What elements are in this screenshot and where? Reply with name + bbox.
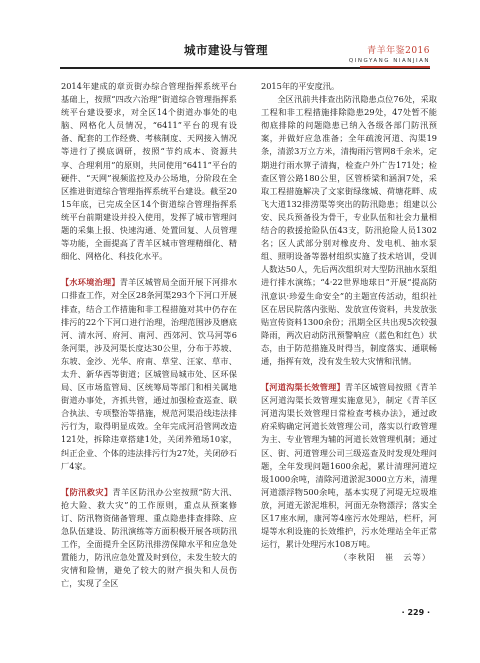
author-signature: （李秋阳 崔 云等） <box>339 552 431 563</box>
entry-text-flood-control: 青羊区防汛办公室按照“防大汛、抢大险、救大灾”的工作原则，重点从预案修订、防汛物资储备管理、重点隐患排查排除、应急队伍建设、防汛演练等方面积极开展各项防汛工作，全面提升全区防汛排涝保障水平和应急处置能力，防汛应急处置及时到位，未发生较大的灾情和险情，避免了较大的财产损失和人员伤亡，实现了全区 <box>61 486 237 589</box>
entry-tag-flood-control: 【防汛救灾】 <box>61 486 113 497</box>
entry-tag-river-management: 【河道沟渠长效管理】 <box>261 382 345 393</box>
paragraph-water-environment <box>61 276 237 472</box>
page-number: · 229 · <box>401 608 430 617</box>
yearbook-pinyin: QINGYANG NIANJIAN <box>348 58 430 64</box>
paragraph-flood-control <box>61 486 237 591</box>
header-accent-rule <box>360 66 430 68</box>
left-column <box>61 80 237 590</box>
entry-tag-water-environment: 【水环境治理】 <box>61 277 120 288</box>
paragraph-flood-hazards: 全区汛前共排查出防汛隐患点位76处，采取工程和非工程措施排除隐患29处，47处暂不能彻底排除的问题隐患已纳入各级各部门防汛预案，并做好应急准备；全年疏浚河道、沟渠19条，清淤3万立方米，清掏雨污管网8千余米，定期进行雨水箅子清掏，检查户外广告171处；检查区管公路180公里，区管桥梁和涵洞7处，采取工程措施解决了文家街绿缘城、荷塘花畔、成飞大道132排涝渠等突出的防汛隐患；组建以公安、民兵预备役为骨干，专业队伍和社会力量相结合的救援抢险队伍43支，防汛抢险人员1302名；区人武部分别对橡皮舟、发电机、抽水泵组、照明设备等器材组织实施了技术培训，受训人数达50人，先后两次组织对大型防汛抽水泵组进行排水演练；“4·22世界地球日”开展“提高防汛意识·珍爱生命安全”的主题宣传活动，组织社区在居民院落内张贴、发放宣传资料，共发放张贴宣传资料1300余份；汛期全区共出现5次较强降雨，两次启动防汛预警响应（蓝色和红色）状态，由于防范措施及时得当，制度落实、通联畅通，指挥有效，没有发生较大灾情和汛情。 <box>261 94 437 366</box>
paragraph-continuation: 2015年的平安度汛。 <box>261 81 340 91</box>
entry-text-water-environment: 青羊区城管局全面开展下河排水口排查工作，对全区28条河渠293个下河口开展排查，结合工作措施和非工程措施对其中仍存在排污的22个下河口进行治理，治理范围涉及磨底河、清水河、府河、南河、西郊河、饮马河等6条河渠，涉及河渠长度达30公里，分布于苏坡、东坡、金沙、光华、府南、草堂、汪家、草市、太升、新华西等街道；区城管局城市处、区环保局、区市场监管局、区统筹局等部门和相关属地街道办事处，齐抓共管，通过加强检查巡查、联合执法、专项整治等措施，规范河渠沿线违法排污行为，取得明显成效。全年完成河沿管网改造121处，拆除违章搭建1处，关闭养殖场10家，纠正企业、个体的违法排污行为27处，关闭砂石厂4家。 <box>61 277 237 471</box>
section-title: 城市建设与管理 <box>184 43 268 57</box>
yearbook-title: 青羊年鉴2016 <box>367 46 430 56</box>
right-column <box>261 80 437 564</box>
paragraph-platform: 2014年建成的章贡街办综合管理指挥系统平台基础上，按照“四改六治理”街道综合管理指挥系统平台建设要求，对全区14个街道办事处的电脑、网格化人员情况，“6411”平台的现有设备、配套的工作经费、考核制度、天网接入情况等进行了摸底调研，按照“节约成本、资源共享、合理利用”的原则，共同使用“6411”平台的硬件、“天网”视频监控及办公场地，分阶段在全区推进街道综合管理指挥系统平台建设。截至2015年底，已完成全区14个街道综合管理指挥系统平台前期建设并投入使用，发挥了城市管理问题的采集上报、快速沟通、处置回复、人员管理等功能，全面提高了青羊区城市管理精细化、精细化、网格化、科技化水平。 <box>61 81 237 262</box>
paragraph-river-management <box>261 381 437 564</box>
page-header <box>0 0 480 70</box>
entry-text-river-management: 青羊区城管局按照《青羊区河道沟渠长效管理实施意见》，制定《青羊区河道沟渠长效管理日常检查考核办法》，通过政府采购确定河道长效管理公司，落实以行政管理为主、专业管理为辅的河道长效管理机制；通过区、街、河道管理公司三级巡查及时发现处理问题，全年发现问题1600余起，累计清理河道垃圾1000余吨，清除河道淤泥3000立方米，清理河道漂浮物500余吨，基本实现了河堤无垃圾堆放，河道无淤泥堆积，河面无杂物漂浮；落实全区17座水闸，康河等4座污水处理站，栏杆，河堤等水利设施的长效维护，污水处理站全年正常运行，累计处理污水108万吨。 <box>261 382 437 550</box>
